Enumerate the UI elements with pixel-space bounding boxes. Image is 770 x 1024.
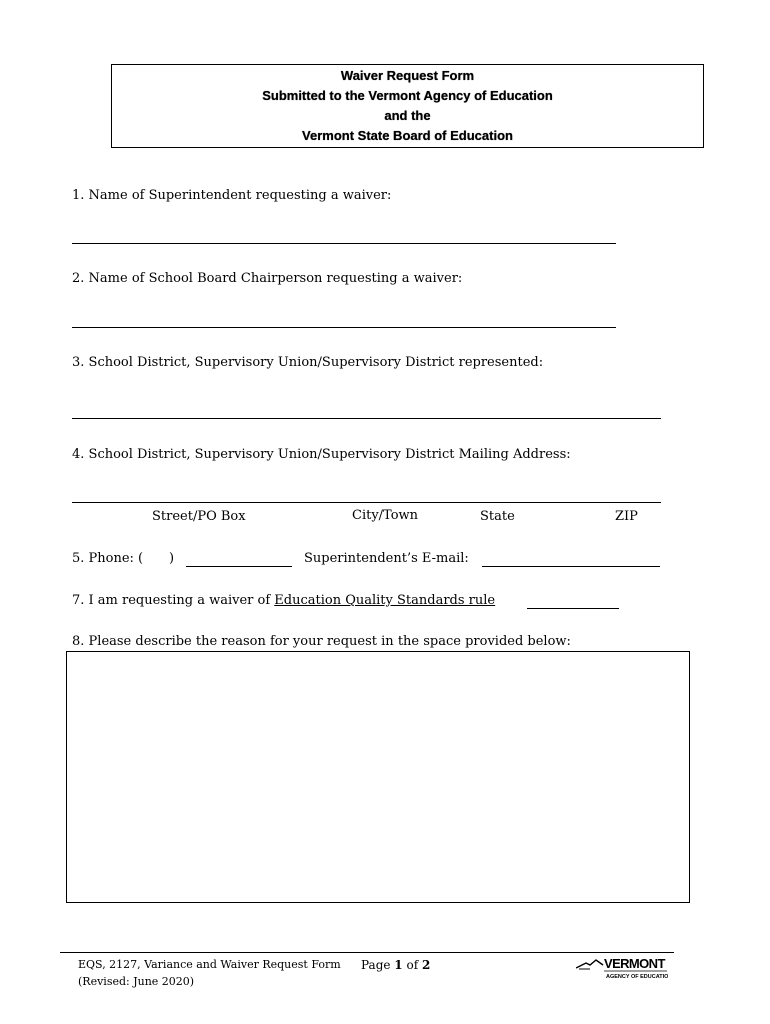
page-number: Page 1 of 2 xyxy=(361,958,431,972)
question-4-label: 4. School District, Supervisory Union/Supervisory District Mailing Address: xyxy=(72,447,571,462)
form-title-box xyxy=(111,64,704,148)
superintendent-name-field[interactable] xyxy=(72,243,616,244)
logo-subtext: AGENCY OF EDUCATION xyxy=(606,974,668,980)
page-current: 1 xyxy=(394,958,403,972)
reason-textarea[interactable] xyxy=(66,651,690,903)
form-subtitle-and: and the xyxy=(384,108,431,123)
board-chair-name-field[interactable] xyxy=(72,327,616,328)
district-represented-field[interactable] xyxy=(72,418,661,419)
phone-field[interactable] xyxy=(186,566,292,567)
page-total: 2 xyxy=(421,958,431,972)
eqs-rule-link[interactable]: Education Quality Standards rule xyxy=(274,593,496,608)
mountain-logo-icon xyxy=(576,955,668,981)
question-7-prefix: 7. I am requesting a waiver of xyxy=(72,593,275,608)
question-8-label: 8. Please describe the reason for your request in the space provided below: xyxy=(72,634,571,649)
state-label: State xyxy=(480,509,515,524)
form-subtitle-board: Vermont State Board of Education xyxy=(302,128,513,143)
city-label: City/Town xyxy=(352,508,419,523)
email-field[interactable] xyxy=(482,566,660,567)
question-7-label xyxy=(72,593,495,608)
form-title: Waiver Request Form xyxy=(340,68,475,83)
mailing-address-field[interactable] xyxy=(72,502,661,503)
email-label: Superintendent’s E-mail: xyxy=(304,551,469,566)
logo-wordmark: VERMONT xyxy=(604,956,665,971)
vermont-aoe-logo xyxy=(576,955,668,981)
footer-revised-date: (Revised: June 2020) xyxy=(78,975,195,988)
street-label: Street/PO Box xyxy=(152,509,246,524)
question-2-label: 2. Name of School Board Chairperson requesting a waiver: xyxy=(72,271,463,286)
rule-number-field[interactable] xyxy=(527,608,619,609)
form-subtitle: Submitted to the Vermont Agency of Education xyxy=(262,88,553,103)
question-1-label: 1. Name of Superintendent requesting a waiver: xyxy=(72,188,392,203)
phone-paren-close: ) xyxy=(169,551,175,566)
footer-divider xyxy=(60,952,674,953)
phone-label: 5. Phone: ( xyxy=(72,551,144,566)
footer-form-name: EQS, 2127, Variance and Waiver Request Form xyxy=(78,958,341,971)
zip-label: ZIP xyxy=(615,509,638,524)
question-3-label: 3. School District, Supervisory Union/Supervisory District represented: xyxy=(72,355,544,370)
